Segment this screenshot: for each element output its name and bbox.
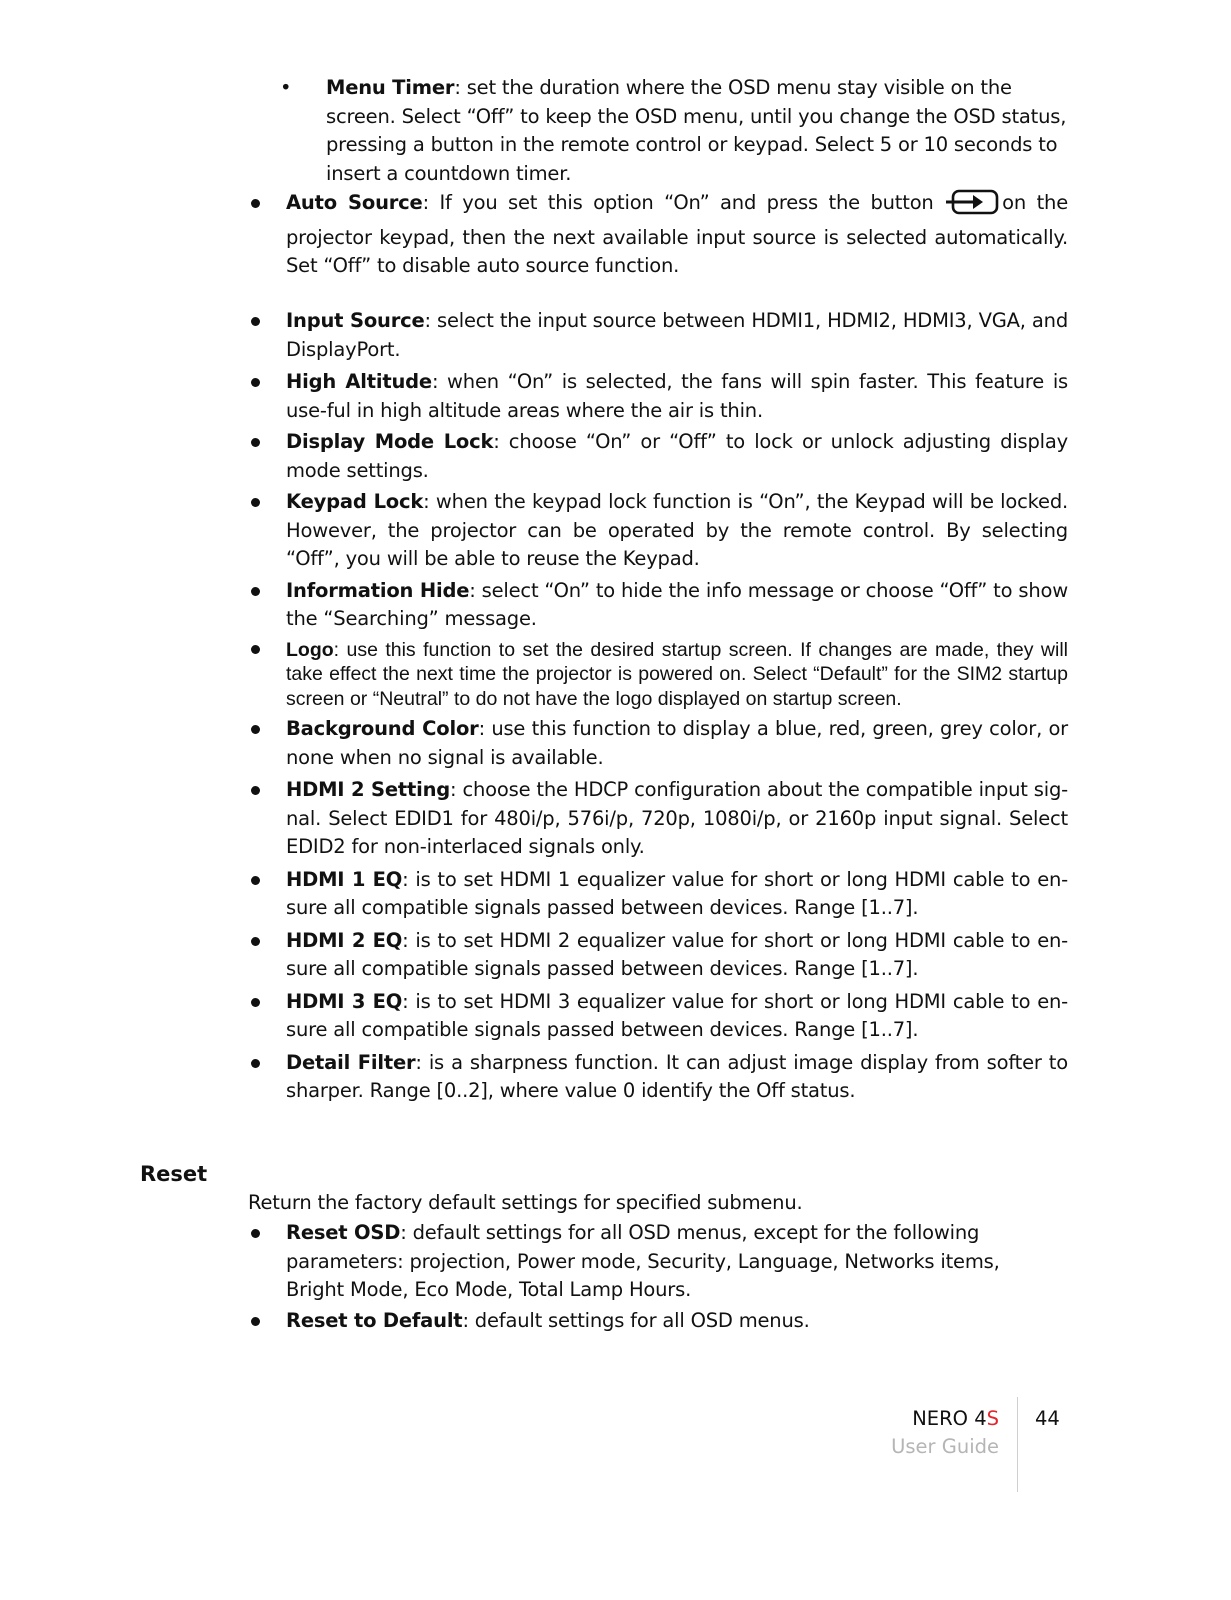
item-title: Information Hide	[286, 578, 470, 602]
item-title: Auto Source	[286, 191, 423, 214]
item-title: Detail Filter	[286, 1050, 416, 1074]
bullet	[251, 998, 260, 1007]
reset-intro: Return the factory default settings for specified submenu.	[248, 1191, 803, 1214]
list-item-input-source	[248, 307, 1068, 364]
list-item-high-altitude	[248, 368, 1068, 425]
bullet	[251, 1059, 260, 1068]
item-text: : is to set HDMI 2 equalizer value for short or long HDMI cable to en-sure all compatible signals passed between devices. Range [1..7].	[286, 928, 1068, 980]
page-number: 44	[1035, 1407, 1060, 1430]
item-title: HDMI 3 EQ	[286, 989, 403, 1013]
list-item-reset-osd	[248, 1219, 1058, 1305]
item-title: HDMI 2 Setting	[286, 778, 451, 801]
item-title: Reset to Default	[286, 1308, 463, 1332]
bullet	[251, 725, 260, 734]
item-text: : use this function to display a blue, red, green, grey color, or none when no signal is available.	[286, 717, 1068, 769]
item-title: Background Color	[286, 717, 479, 740]
item-text: : choose the HDCP configuration about the compatible input sig-nal. Select EDID1 for 480i/p, 576i/p, 720p, 1080i/p, or 2160p input signal. Select EDID2 for non-interlaced signals only.	[286, 778, 1068, 858]
auto-source-item	[248, 189, 1068, 281]
item-text: : choose “On” or “Off” to lock or unlock adjusting display mode settings.	[286, 430, 1068, 482]
menu-timer-item	[280, 74, 1086, 188]
footer-divider	[1017, 1397, 1018, 1492]
item-text: : default settings for all OSD menus.	[462, 1308, 810, 1332]
item-text: : is to set HDMI 1 equalizer value for short or long HDMI cable to en-sure all compatible signals passed between devices. Range [1..7].	[286, 867, 1068, 919]
item-text: : when the keypad lock function is “On”, the Keypad will be locked. However, the projector can be operated by the remote control. By selecting “Off”, you will be able to reuse the Keypad.	[286, 490, 1068, 570]
list-item-logo	[248, 638, 1068, 712]
settings-list	[248, 307, 1068, 1106]
bullet	[251, 498, 260, 507]
bullet	[251, 199, 260, 208]
list-item-background-color	[248, 715, 1068, 772]
footer-brand	[891, 1405, 999, 1461]
settings-list-top	[248, 189, 1068, 281]
brand-accent: S	[986, 1407, 999, 1430]
list-item-hdmi2-eq	[248, 927, 1068, 984]
bullet	[251, 378, 260, 387]
item-text-continued: on the projector keypad, then the next available input source is selected automatically. Set “Off” to disable auto source function.	[286, 191, 1068, 277]
item-text: : select the input source between HDMI1, HDMI2, HDMI3, VGA, and DisplayPort.	[286, 309, 1068, 361]
bullet	[251, 876, 260, 885]
list-item-detail-filter	[248, 1049, 1068, 1106]
item-text: : default settings for all OSD menus, except for the following parameters: projection, Power mode, Security, Language, Networks items, Bright Mode, Eco Mode, Total Lamp Hours.	[286, 1221, 1000, 1301]
item-title: Reset OSD	[286, 1221, 401, 1244]
list-item-information-hide	[248, 577, 1068, 634]
item-text: : when “On” is selected, the fans will spin faster. This feature is use-ful in high altitude areas where the air is thin.	[286, 370, 1068, 422]
item-text: : is to set HDMI 3 equalizer value for short or long HDMI cable to en-sure all compatible signals passed between devices. Range [1..7].	[286, 989, 1068, 1041]
list-item-display-mode-lock	[248, 428, 1068, 485]
list-item-hdmi1-eq	[248, 866, 1068, 923]
bullet	[251, 317, 260, 326]
list-item-hdmi3-eq	[248, 988, 1068, 1045]
bullet	[251, 1229, 260, 1238]
list-item-keypad-lock	[248, 488, 1068, 574]
bullet	[251, 1317, 260, 1326]
bullet	[251, 587, 260, 596]
brand-name: NERO 4	[912, 1407, 987, 1430]
list-item-reset-to-default	[248, 1307, 1058, 1336]
bullet	[251, 438, 260, 447]
input-source-icon	[946, 189, 1000, 224]
item-title: High Altitude	[286, 370, 432, 393]
reset-list	[248, 1219, 1058, 1335]
item-text: : use this function to set the desired startup screen. If changes are made, they will take effect the next time the projector is powered on. Select “Default” for the SIM2 startup screen or “Neutral” to do not have the logo displayed on startup screen.	[286, 638, 1068, 710]
bullet	[251, 645, 260, 654]
sub-bullet-marker: •	[280, 76, 292, 99]
item-title: Input Source	[286, 309, 425, 332]
item-title: HDMI 1 EQ	[286, 867, 403, 891]
item-title: Logo	[286, 638, 334, 661]
item-text: : If you set this option “On” and press the button	[422, 191, 934, 214]
section-heading-reset: Reset	[140, 1162, 208, 1186]
list-item-hdmi2-setting	[248, 776, 1068, 862]
item-text: : set the duration where the OSD menu stay visible on the screen. Select “Off” to keep the OSD menu, until you change the OSD status, pressing a button in the remote control or keypad. Select 5 or 10 seconds to insert a countdown timer.	[326, 76, 1067, 185]
item-text: : select “On” to hide the info message or choose “Off” to show the “Searching” message.	[286, 578, 1068, 630]
bullet	[251, 937, 260, 946]
footer-guide-label: User Guide	[891, 1435, 999, 1458]
item-title: Menu Timer	[326, 76, 455, 99]
item-title: Display Mode Lock	[286, 430, 494, 453]
bullet	[251, 786, 260, 795]
item-title: Keypad Lock	[286, 490, 424, 513]
item-text: : is a sharpness function. It can adjust image display from softer to sharper. Range [0..2], where value 0 identify the Off status.	[286, 1050, 1068, 1102]
item-title: HDMI 2 EQ	[286, 928, 403, 952]
